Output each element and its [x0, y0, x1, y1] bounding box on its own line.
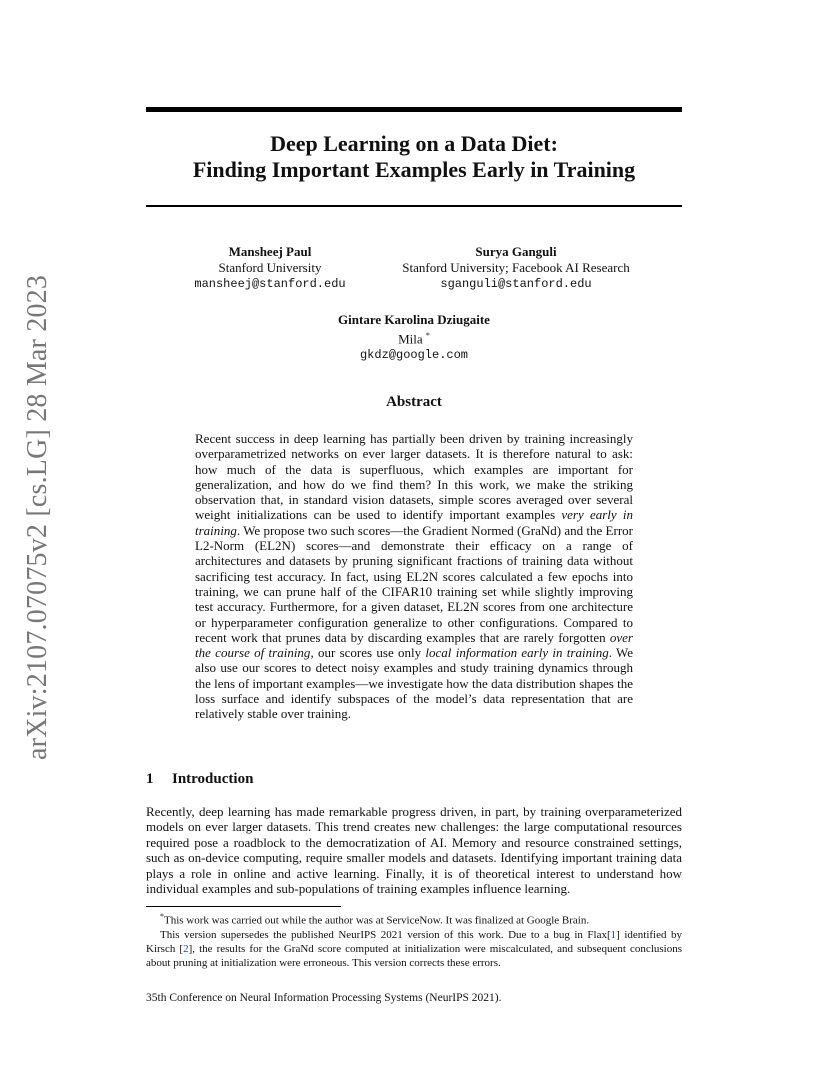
abstract-emphasis: over the course of training [195, 629, 633, 661]
citation-link[interactable]: 1 [610, 928, 617, 941]
author-name: Mansheej Paul [228, 244, 312, 259]
abstract-text: , our scores use only [310, 645, 426, 661]
author-block [150, 244, 390, 292]
author-name: Gintare Karolina Dziugaite [338, 312, 490, 327]
footnotes [146, 910, 682, 970]
author-affiliation-line [270, 328, 558, 347]
footnote-text: This work was carried out while the author was at ServiceNow. It was finalized at Google Brain. [164, 914, 590, 927]
author-affiliation: Mila [398, 331, 423, 347]
abstract-text: Recent success in deep learning has partially been driven by training increasingly overparametrized networks on ever larger datasets. It is therefore natural to ask: how much of the data is superfluous, which examples are important for generalization, and how do we find them? In this work, we make the striking observation that, in standard vision datasets, simple scores averaged over several weight initializations can be used to identify important examples [195, 431, 633, 523]
abstract-heading: Abstract [386, 394, 442, 410]
footnote-2 [146, 928, 682, 970]
author-affiliation: Stanford University; Facebook AI Research [402, 260, 630, 275]
author-email[interactable]: mansheej@stanford.edu [194, 277, 346, 291]
conference-note: 35th Conference on Neural Information Processing Systems (NeurIPS 2021). [146, 992, 502, 1004]
author-block [270, 312, 558, 363]
footnote-mark: * [160, 912, 164, 921]
footnote-mark[interactable]: * [425, 331, 430, 340]
abstract-text: . We propose two such scores—the Gradient Normed (GraNd) and the Error L2-Norm (EL2N) scores—and demonstrate their efficacy on a range of architectures and datasets by pruning significant fractions of training data without sacrificing test accuracy. In fact, using EL2N scores calculated a few epochs into training, we can prune half of the CIFAR10 training set while slightly improving test accuracy. Furthermore, for a given dataset, EL2N scores from one architecture or hyperparameter configuration generalize to other configurations. Compared to recent work that prunes data by discarding examples that are rarely forgotten [195, 522, 633, 645]
author-name: Surya Ganguli [475, 244, 557, 259]
title-line-1: Deep Learning on a Data Diet: [270, 131, 558, 156]
title-bottom-rule [146, 205, 682, 207]
footnote-1 [146, 910, 682, 928]
title-top-rule [146, 107, 682, 112]
author-block [386, 244, 646, 292]
title-line-2: Finding Important Examples Early in Training [192, 157, 636, 182]
paper-title [146, 131, 682, 183]
footnote-rule [146, 906, 341, 907]
arxiv-sidebar-stamp: arXiv:2107.07075v2 [cs.LG] 28 Mar 2023 [22, 274, 53, 760]
citation-link[interactable]: 2 [183, 942, 189, 955]
abstract-body [195, 431, 633, 722]
abstract-emphasis: local information early in training [425, 645, 609, 661]
abstract-text: . We also use our scores to detect noisy examples and study training dynamics through the lens of important examples—we investigate how the data distribution shapes the loss surface and identify subspaces of the model’s data representation that are relatively stable over training. [195, 645, 634, 722]
abstract-emphasis: very early in training [195, 507, 633, 538]
author-affiliation: Stanford University [218, 260, 322, 275]
author-email[interactable]: sganguli@stanford.edu [440, 277, 592, 291]
footnote-text: ] identified by Kirsch [ [146, 928, 682, 955]
introduction-paragraph: Recently, deep learning has made remarkable progress driven, in part, by training overparameterized models on ever larger datasets. This trend creates new challenges: the large computational resources required pose a roadblock to the democratization of AI. Memory and resource constrained settings, such as on-device computing, require smaller models and datasets. Identifying important training data plays a role in online and active learning. Finally, it is of theoretical interest to understand how individual examples and sub-populations of training examples influence learning. [146, 804, 682, 897]
author-email[interactable]: gkdz@google.com [359, 348, 469, 363]
section-heading-introduction [146, 771, 253, 788]
section-title: Introduction [172, 771, 254, 787]
section-number: 1 [146, 771, 154, 787]
footnote-text: ], the results for the GraNd score computed at initialization were miscalculated, and subsequent conclusions about pruning at initialization were erroneous. This version corrects these errors. [146, 942, 682, 969]
footnote-text: This version supersedes the published NeurIPS 2021 version of this work. Due to a bug in Flax[ [160, 928, 611, 941]
